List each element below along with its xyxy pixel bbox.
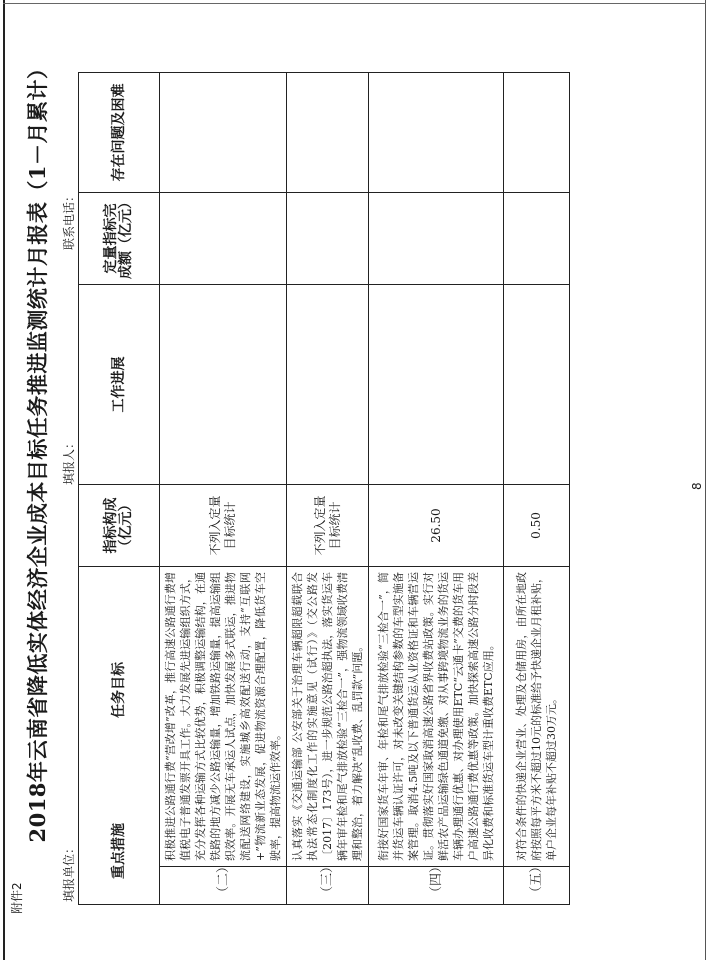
problems-cell bbox=[287, 73, 369, 193]
row-number: （三） bbox=[287, 867, 369, 905]
row-number: （四） bbox=[369, 867, 504, 905]
header-problems: 存在问题及困难 bbox=[79, 73, 160, 193]
progress-cell bbox=[369, 285, 504, 485]
header-measures-task bbox=[79, 567, 160, 905]
progress-cell bbox=[504, 285, 570, 485]
table-row bbox=[369, 73, 504, 905]
table-row bbox=[287, 73, 369, 905]
task-cell: 衔接好国家货车年审、年检和尾气排放检验“三检合一”，简并货运车辆认证许可，对未改变关键结构参数的车型实施备案管理。取消4.5吨及以下普通货运从业资格证和车辆营运证。贯彻落实好国家取消高速公路省界收费站政策。实行对鲜活农产品运输绿色通道免缴、对从事跨境物流业务的货运车辆办理通行优惠、对办理使用ETC“云通卡”交费的货车用户高速公路通行费优惠等政策。加快探索高速公路分时段差异化收费和标准货运车型计重收费ETC应用。 bbox=[369, 567, 504, 867]
table-row bbox=[504, 73, 570, 905]
header-measures: 重点措施 bbox=[110, 823, 127, 879]
contact-phone-label: 联系电话： bbox=[62, 189, 76, 250]
document-title: 2018年云南省降低实体经济企业成本目标任务推进监测统计月报表（1－月累计） bbox=[25, 57, 50, 843]
attachment-label: 附件2 bbox=[10, 882, 24, 914]
header-progress: 工作进展 bbox=[79, 285, 160, 485]
indicator-cell: 不列入定量目标统计 bbox=[160, 485, 287, 567]
statistics-table bbox=[78, 72, 570, 905]
quantified-cell bbox=[160, 193, 287, 285]
problems-cell bbox=[504, 73, 570, 193]
problems-cell bbox=[160, 73, 287, 193]
indicator-cell: 0.50 bbox=[504, 485, 570, 567]
table-row bbox=[160, 73, 287, 905]
filler-unit-label: 填报单位： bbox=[62, 841, 76, 902]
header-task: 任务目标 bbox=[110, 662, 127, 718]
task-cell: 对符合条件的快递企业营业、处理及仓储用房，由所在地政府按照每平方米不超过10元的标准给予快递企业月租补贴，单户企业每年补贴不超过30万元。 bbox=[504, 567, 570, 867]
filler-person-label: 填报人： bbox=[62, 436, 76, 485]
quantified-cell bbox=[369, 193, 504, 285]
page-number: 8 bbox=[690, 482, 704, 490]
row-number: （五） bbox=[504, 867, 570, 905]
problems-cell bbox=[369, 73, 504, 193]
quantified-cell bbox=[287, 193, 369, 285]
row-number: （二） bbox=[160, 867, 287, 905]
quantified-cell bbox=[504, 193, 570, 285]
progress-cell bbox=[160, 285, 287, 485]
progress-cell bbox=[287, 285, 369, 485]
table-header-row bbox=[79, 73, 160, 905]
indicator-cell: 不列入定量目标统计 bbox=[287, 485, 369, 567]
indicator-cell: 26.50 bbox=[369, 485, 504, 567]
task-cell: 认真落实《交通运输部 公安部关于治理车辆超限超载联合执法常态化制度化工作的实施意见（试行）》（交公路发〔2017〕173号），进一步规范公路治超执法，落实货运车辆年审年检和尾气排放检验“三检合一”，强物流领域收费清理和整治，着力解决“乱收费、乱罚款”问题。 bbox=[287, 567, 369, 867]
header-quantified: 定量指标完成额（亿元） bbox=[79, 193, 160, 285]
task-cell: 积极推进公路通行费“营改增”改革，推行高速公路通行费增值税电子普通发票开具工作。大力发展先进运输组织方式，充分发挥各种运输方式比较优势，积极调整运输结构，在通铁路的地方减少公路运输量，增加铁路运输量，提高运输组织效率。开展无车承运人试点，加快发展多式联运，推进物流配送网络建设，实施城乡高效配送行动，支持“互联网+”物流新业态发展，促进物流资源合理配置，降低货车空驶率，提高物流运作效率。 bbox=[160, 567, 287, 867]
header-indicator: 指标构成（亿元） bbox=[79, 485, 160, 567]
